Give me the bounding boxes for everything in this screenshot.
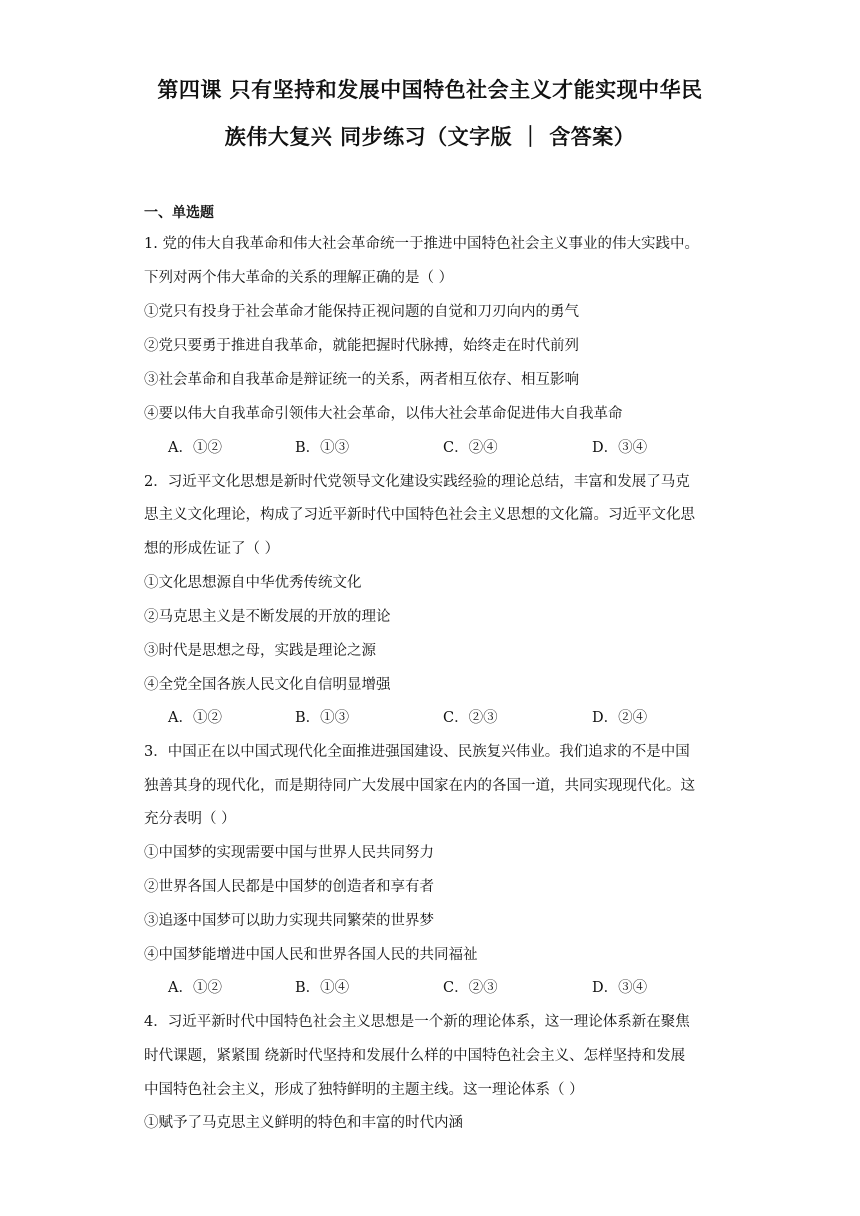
- question-stem-line: 想的形成佐证了（ ）: [144, 541, 280, 557]
- section-heading: 一、单选题: [144, 205, 214, 221]
- statement: ③时代是思想之母，实践是理论之源: [144, 643, 376, 659]
- answer-options: [168, 706, 728, 726]
- statement: ④全党全国各族人民文化自信明显增强: [144, 677, 391, 693]
- statement: ①中国梦的实现需要中国与世界人民共同努力: [144, 845, 434, 861]
- option-c: C．②④: [443, 440, 498, 456]
- question-stem-line: 3．中国正在以中国式现代化全面推进强国建设、民族复兴伟业。我们追求的不是中国: [144, 744, 690, 760]
- statement: ①党只有投身于社会革命才能保持正视问题的自觉和刀刃向内的勇气: [144, 304, 579, 320]
- statement: ③追逐中国梦可以助力实现共同繁荣的世界梦: [144, 913, 434, 929]
- answer-options: [168, 436, 728, 456]
- question-stem-line: 充分表明（ ）: [144, 811, 236, 827]
- question-stem-line: 中国特色社会主义，形成了独特鲜明的主题主线。这一理论体系（ ）: [144, 1082, 584, 1098]
- question-stem-line: 2．习近平文化思想是新时代党领导文化建设实践经验的理论总结，丰富和发展了马克: [144, 474, 690, 490]
- option-b: B．①④: [295, 980, 350, 996]
- option-d: D．③④: [592, 980, 648, 996]
- statement: ①文化思想源自中华优秀传统文化: [144, 575, 362, 591]
- option-a: A．①②: [168, 440, 222, 456]
- option-c: C．②③: [443, 710, 498, 726]
- question-stem-line: 下列对两个伟大革命的关系的理解正确的是（ ）: [144, 270, 454, 286]
- document-title-line2: 族伟大复兴 同步练习（文字版 ｜ 含答案）: [224, 124, 636, 149]
- question-stem-line: 时代课题，紧紧围 绕新时代坚持和发展什么样的中国特色社会主义、怎样坚持和发展: [144, 1048, 686, 1064]
- statement: ①赋予了马克思主义鲜明的特色和丰富的时代内涵: [144, 1115, 463, 1131]
- statement: ④要以伟大自我革命引领伟大社会革命，以伟大社会革命促进伟大自我革命: [144, 406, 623, 422]
- question-stem-line: 思主义文化理论，构成了习近平新时代中国特色社会主义思想的文化篇。习近平文化思: [144, 507, 695, 523]
- option-b: B．①③: [295, 440, 350, 456]
- option-b: B．①③: [295, 710, 350, 726]
- question-stem-line: 4．习近平新时代中国特色社会主义思想是一个新的理论体系，这一理论体系新在聚焦: [144, 1014, 690, 1030]
- option-a: A．①②: [168, 980, 222, 996]
- statement: ②世界各国人民都是中国梦的创造者和享有者: [144, 879, 434, 895]
- statement: ③社会革命和自我革命是辩证统一的关系，两者相互依存、相互影响: [144, 372, 579, 388]
- question-stem-line: 独善其身的现代化，而是期待同广大发展中国家在内的各国一道，共同实现现代化。这: [144, 778, 695, 794]
- option-d: D．③④: [592, 440, 648, 456]
- statement: ②党只要勇于推进自我革命，就能把握时代脉搏，始终走在时代前列: [144, 338, 579, 354]
- statement: ④中国梦能增进中国人民和世界各国人民的共同福祉: [144, 947, 478, 963]
- option-c: C．②③: [443, 980, 498, 996]
- option-a: A．①②: [168, 710, 222, 726]
- document-title-line1: 第四课 只有坚持和发展中国特色社会主义才能实现中华民: [157, 77, 703, 102]
- statement: ②马克思主义是不断发展的开放的理论: [144, 609, 391, 625]
- option-d: D．②④: [592, 710, 648, 726]
- answer-options: [168, 976, 728, 996]
- question-stem-line: 1. 党的伟大自我革命和伟大社会革命统一于推进中国特色社会主义事业的伟大实践中。: [144, 236, 699, 252]
